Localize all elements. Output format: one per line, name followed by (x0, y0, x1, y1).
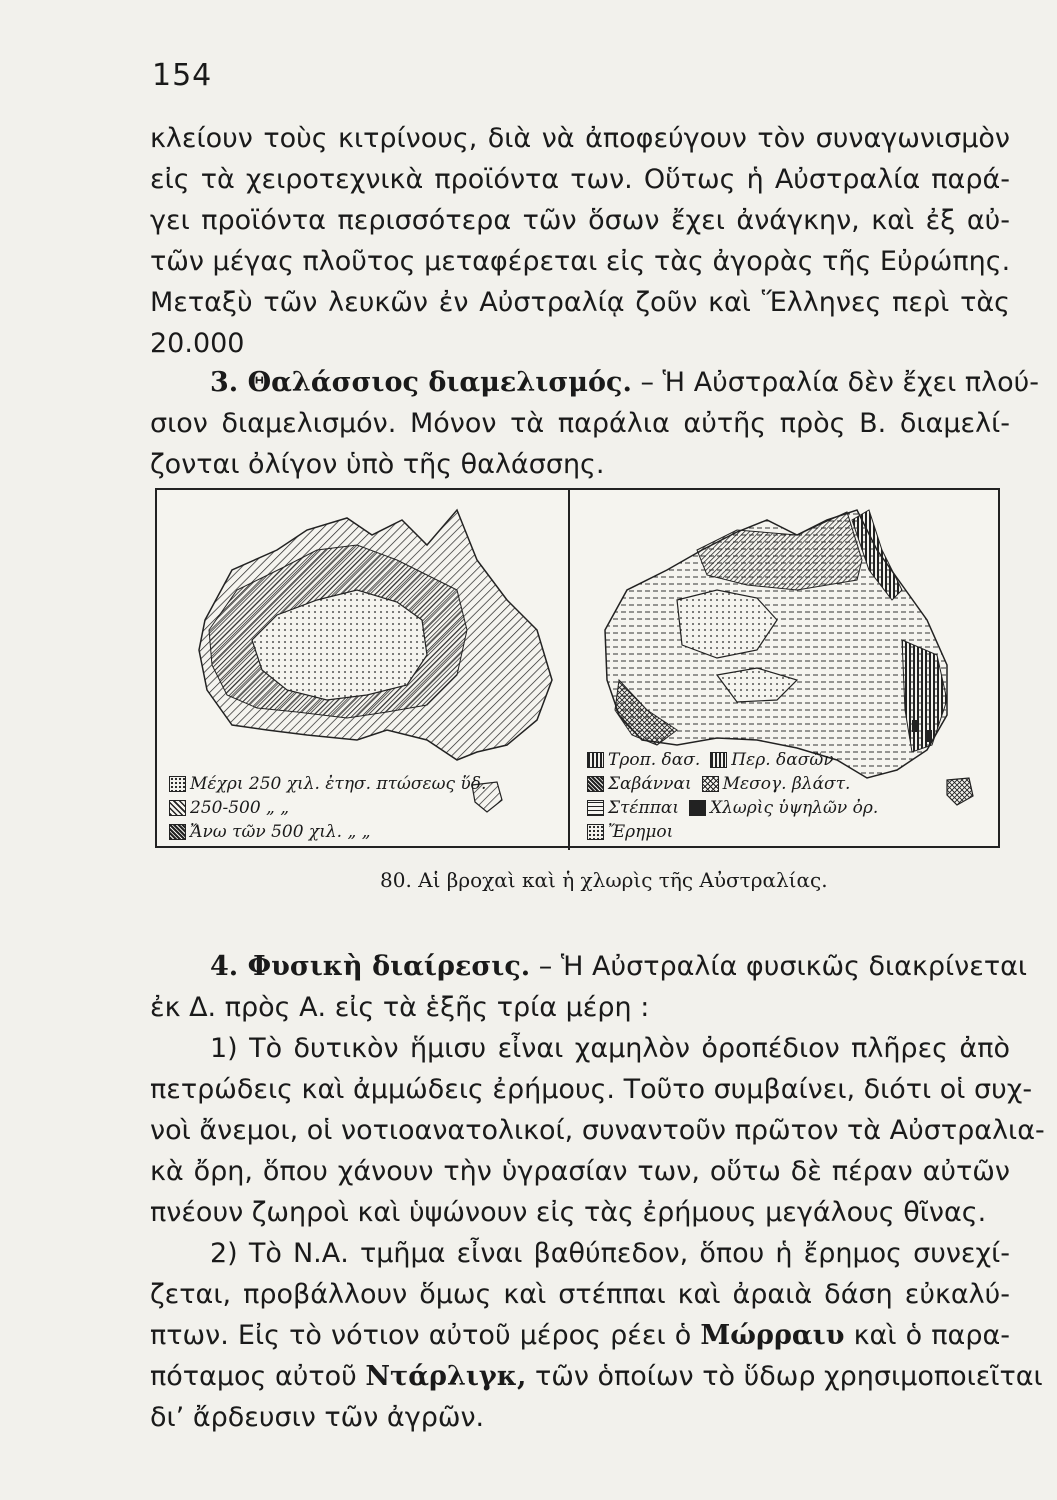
swatch-black (689, 800, 706, 816)
swatch-vert (587, 752, 604, 768)
section-4-text: – Ἡ Αὐστραλία φυσικῶς διακρίνεται (538, 951, 1028, 982)
river-name-murray: Μώρραιυ (700, 1320, 845, 1351)
paragraph-top (150, 118, 1010, 364)
section-3-first-line (150, 362, 1039, 403)
text-line: κὰ ὄρη, ὅπου χάνουν τὴν ὑγρασίαν των, οὕτω δὲ πέραν αὐτῶν (150, 1156, 1010, 1187)
section-4-heading: 4. Φυσικὴ διαίρεσις. (210, 951, 531, 982)
veg-highland (925, 730, 932, 742)
text-line: εἰς τὰ χειροτεχνικὰ προϊόντα των. Οὕτως ἡ Αὐστραλία παρά- (150, 164, 1010, 195)
text-line: κλείουν τοὺς κιτρίνους, διὰ νὰ ἀποφεύγουν τὸν συναγωνισμὸν (150, 123, 1010, 154)
text-line: ζεται, προβάλλουν ὅμως καὶ στέππαι καὶ ἀραιὰ δάση εὐκαλύ- (150, 1279, 1010, 1310)
section-3-heading: 3. Θαλάσσιος διαμελισμός. (210, 367, 632, 398)
text-line: 2) Τὸ Ν.Α. τμῆμα εἶναι βαθύπεδον, ὅπου ἡ ἔρημος συνεχί- (210, 1238, 1010, 1269)
swatch-cross (702, 776, 719, 792)
swatch-horiz (587, 800, 604, 816)
text-line: δι’ ἄρδευσιν τῶν ἀγρῶν. (150, 1402, 485, 1433)
text-line: πετρώδεις καὶ ἀμμώδεις ἐρήμους. Τοῦτο συμβαίνει, διότι οἱ συχ- (150, 1074, 1033, 1105)
veg-savanna (697, 512, 862, 590)
swatch-dense (169, 824, 186, 840)
figure-80 (155, 488, 1000, 848)
legend-item: Τροπ. δασ. Περ. δασῶν (587, 748, 878, 772)
swatch-dots (587, 824, 604, 840)
text-line: γει προϊόντα περισσότερα τῶν ὅσων ἔχει ἀνάγκην, καὶ ἐξ αὐ- (150, 205, 1010, 236)
text-line: τῶν μέγας πλοῦτος μεταφέρεται εἰς τὰς ἀγορὰς τῆς Εὐρώπης. (150, 246, 1011, 277)
legend-item: Στέππαι Χλωρὶς ὑψηλῶν ὀρ. (587, 796, 878, 820)
swatch-diag (169, 800, 186, 816)
legend-item: Ἄνω τῶν 500 χιλ. „ „ (169, 820, 486, 844)
legend-item: Μέχρι 250 χιλ. ἐτησ. πτώσεως ὕδ. (169, 772, 486, 796)
swatch-vert (710, 752, 727, 768)
text-line: νοὶ ἄνεμοι, οἱ νοτιοανατολικοί, συναντοῦν πρῶτον τὰ Αὐστραλια- (150, 1115, 1045, 1146)
text-line: Μεταξὺ τῶν λευκῶν ἐν Αὐστραλίᾳ ζοῦν καὶ Ἕλληνες περὶ τὰς (150, 287, 1010, 318)
veg-highland (912, 720, 919, 732)
legend-item: Σαβάνναι Μεσογ. βλάστ. (587, 772, 878, 796)
page-number: 154 (152, 58, 213, 93)
text-line: ζονται ὀλίγον ὑπὸ τῆς θαλάσσης. (150, 449, 605, 480)
figure-caption: 80. Αἱ βροχαὶ καὶ ἡ χλωρὶς τῆς Αὐστραλίας. (380, 868, 828, 892)
swatch-dots (169, 776, 186, 792)
vegetation-legend (587, 748, 878, 844)
legend-item: 250-500 „ „ (169, 796, 486, 820)
rainfall-legend (169, 772, 486, 844)
text-line: πόταμος αὐτοῦ Ντάρλιγκ, τῶν ὁποίων τὸ ὕδωρ χρησιμοποιεῖται (150, 1361, 1043, 1392)
section-4-first-line (150, 946, 1028, 987)
river-name-darling: Ντάρλιγκ, (365, 1361, 527, 1392)
text-line: ἐκ Δ. πρὸς Α. εἰς τὰ ἑξῆς τρία μέρη : (150, 992, 650, 1023)
text-line: σιον διαμελισμόν. Μόνον τὰ παράλια αὐτῆς πρὸς Β. διαμελί- (150, 408, 1010, 439)
text-line: πτων. Εἰς τὸ νότιον αὐτοῦ μέρος ρέει ὁ Μώρραιυ καὶ ὁ παρα- (150, 1320, 1010, 1351)
legend-item: Ἔρημοι (587, 820, 878, 844)
rainfall-map (199, 510, 552, 812)
tasmania-veg (947, 778, 973, 805)
text-line: πνέουν ζωηροὶ καὶ ὑψώνουν εἰς τὰς ἐρήμους μεγάλους θῖνας. (150, 1197, 987, 1228)
text-line: 1) Τὸ δυτικὸν ἥμισυ εἶναι χαμηλὸν ὀροπέδιον πλῆρες ἀπὸ (210, 1033, 1010, 1064)
swatch-dense (587, 776, 604, 792)
text-line: 20.000 (150, 328, 245, 359)
section-4 (150, 946, 1045, 1438)
section-3-text: – Ἡ Αὐστραλία δὲν ἔχει πλού- (640, 367, 1039, 398)
section-3 (150, 362, 1039, 485)
